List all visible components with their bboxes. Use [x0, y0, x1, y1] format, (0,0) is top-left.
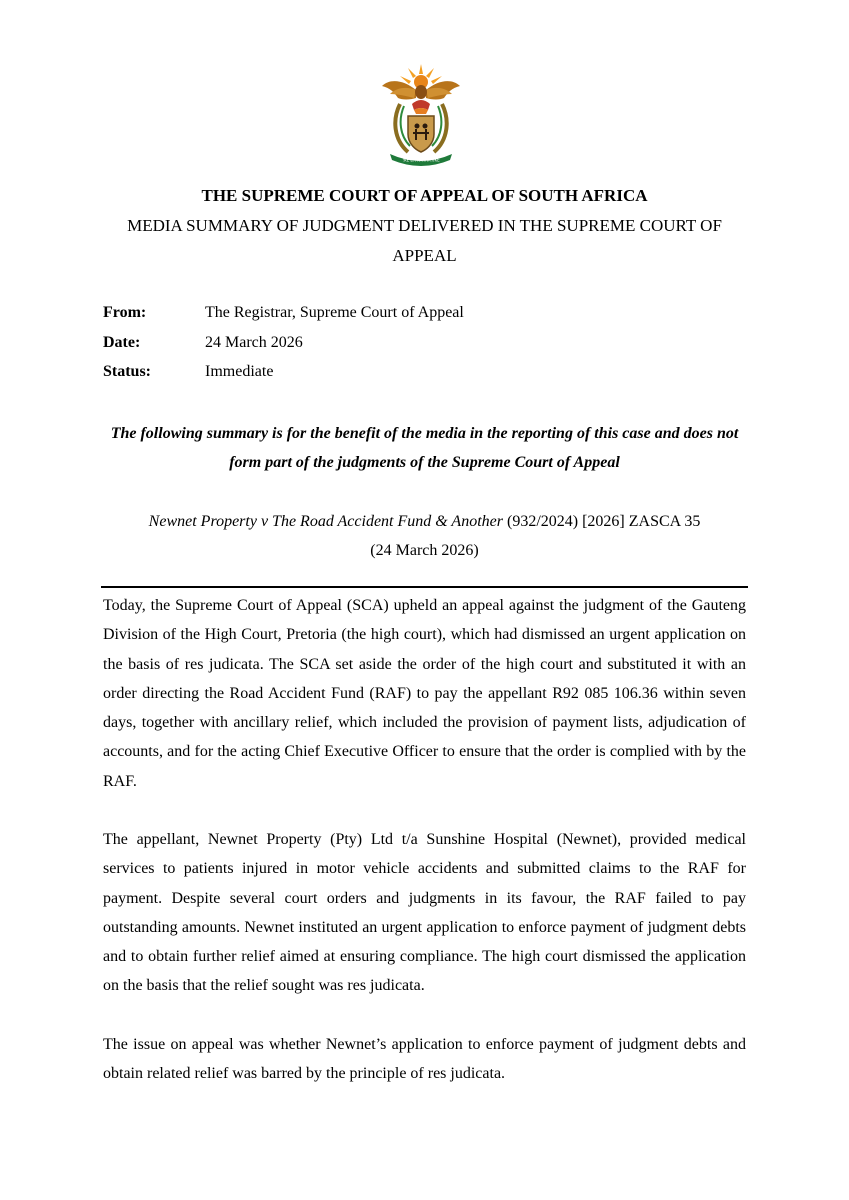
date-label: Date:: [103, 333, 141, 351]
crest-motto: !KE E: /XARRA //KE: [402, 157, 440, 163]
judgment-date: (24 March 2026): [370, 542, 479, 559]
date-row: [103, 331, 464, 361]
date-value: 24 March 2026: [205, 333, 303, 351]
shield: [408, 116, 434, 152]
from-row: [103, 301, 464, 331]
case-reference: (932/2024) [2026] ZASCA 35: [502, 513, 701, 530]
media-disclaimer: The following summary is for the benefit of the media in the reporting of this case and does not form part of the judgments of the Supreme Court of Appeal: [110, 425, 739, 471]
status-row: [103, 360, 464, 390]
from-label: From:: [103, 304, 147, 321]
protea: [412, 100, 430, 114]
memo-header: [103, 301, 464, 390]
summary-paragraph-1: Today, the Supreme Court of Appeal (SCA) upheld an appeal against the judgment of the Gauteng Division of the High Court, Pretoria (the high court), which had dismissed an urgent application on the basis of res judicata. The SCA set aside the order of the high court and substituted it with an order directing the Road Accident Fund (RAF) to pay the appellant R92 085 106.36 within seven days, together with ancillary relief, which included the provision of payment lists, adjudication of accounts, and for the acting Chief Executive Officer to ensure that the order is complied with by the RAF.: [103, 597, 746, 790]
case-citation: [103, 507, 746, 565]
status-label: Status:: [103, 363, 152, 380]
court-title: THE SUPREME COURT OF APPEAL OF SOUTH AFRICA: [201, 186, 648, 205]
from-value: The Registrar, Supreme Court of Appeal: [205, 304, 464, 321]
summary-paragraph-2: The appellant, Newnet Property (Pty) Ltd t/a Sunshine Hospital (Newnet), provided medical services to patients injured in motor vehicle accidents and submitted claims to the RAF for payment. Despite several court orders and judgments in its favour, the RAF failed to pay outstanding amounts. Newnet instituted an urgent application to enforce payment of judgment debts and to obtain further relief aimed at ensuring compliance. The high court dismissed the application on the basis that the relief sought was res judicata.: [103, 831, 746, 995]
motto-ribbon: [390, 154, 452, 166]
coat-of-arms-icon: [376, 60, 466, 168]
document-subtitle: MEDIA SUMMARY OF JUDGMENT DELIVERED IN THE SUPREME COURT OF APPEAL: [127, 216, 722, 265]
divider: [101, 586, 748, 588]
summary-paragraph-3: The issue on appeal was whether Newnet’s application to enforce payment of judgment debts and obtain related relief was barred by the principle of res judicata.: [103, 1036, 746, 1083]
status-value: Immediate: [205, 363, 274, 380]
case-name: Newnet Property v The Road Accident Fund & Another: [148, 513, 503, 530]
